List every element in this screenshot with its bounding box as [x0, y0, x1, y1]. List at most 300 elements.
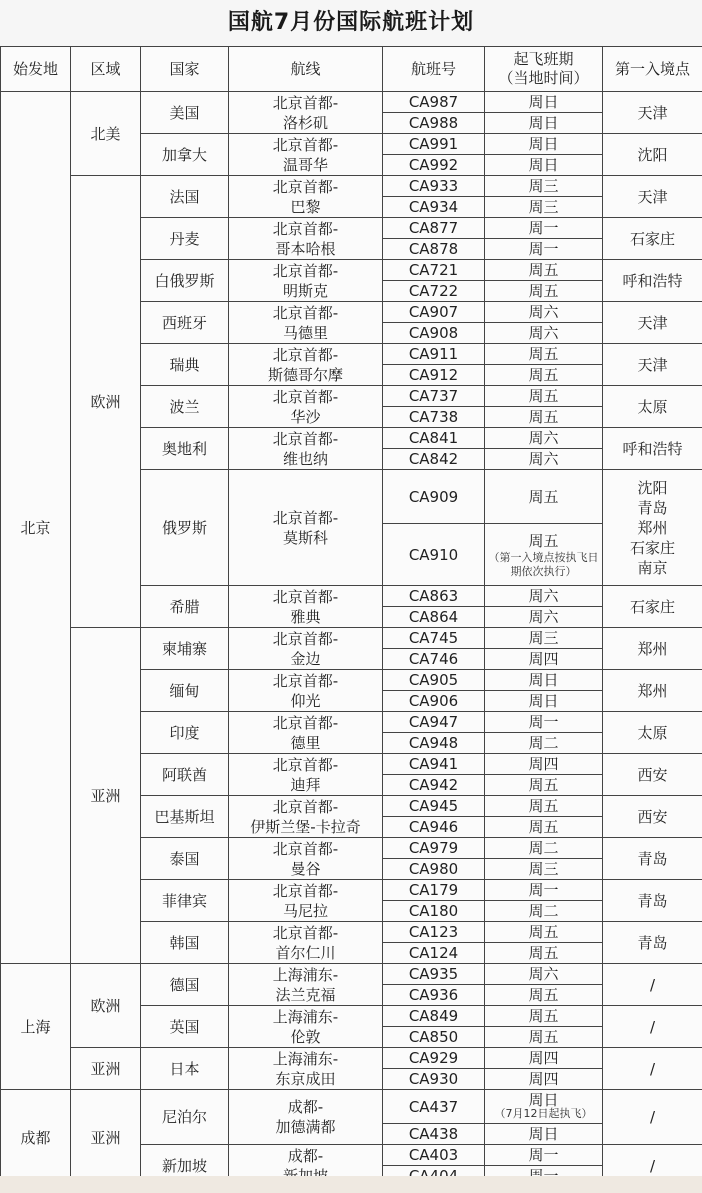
- departure-day-cell: [485, 134, 603, 155]
- flight-number-cell: CA746: [383, 649, 485, 670]
- departure-day-text: 周三: [528, 860, 559, 878]
- departure-day-text: 周五: [528, 818, 559, 836]
- departure-day-cell: [485, 302, 603, 323]
- first-entry-cell: [603, 302, 702, 344]
- country-cell: 日本: [141, 1048, 229, 1090]
- route-cell: [229, 302, 383, 344]
- first-entry-city: 西安: [637, 807, 668, 826]
- route-cell: [229, 1090, 383, 1145]
- country-cell: 白俄罗斯: [141, 260, 229, 302]
- departure-day-cell: [485, 733, 603, 754]
- header-region: 区域: [71, 47, 141, 92]
- departure-day-text: 周一: [528, 881, 559, 899]
- flight-number-cell: CA987: [383, 92, 485, 113]
- flight-number-cell: CA907: [383, 302, 485, 323]
- flight-number-cell: CA911: [383, 344, 485, 365]
- departure-day-cell: [485, 524, 603, 586]
- origin-cell: 北京: [1, 92, 71, 964]
- route-destination-line: 洛杉矶: [282, 113, 328, 132]
- route-cell: [229, 670, 383, 712]
- first-entry-city: /: [649, 1156, 656, 1175]
- flight-number-cell: CA908: [383, 323, 485, 344]
- departure-day-text: 周一: [528, 240, 559, 258]
- departure-day-cell: [485, 155, 603, 176]
- route-cell: [229, 838, 383, 880]
- departure-day-text: 周四: [528, 755, 559, 773]
- route-destination-line: 东京成田: [275, 1069, 336, 1088]
- departure-day-text: 周五: [528, 797, 559, 815]
- region-cell: 亚洲: [71, 1048, 141, 1090]
- route-destination-line: 加德满都: [275, 1118, 336, 1136]
- flight-number-cell: CA437: [383, 1090, 485, 1124]
- flight-number-cell: CA946: [383, 817, 485, 838]
- route-destination-line: 伦敦: [290, 1027, 321, 1046]
- route-origin-line: 北京首都-: [272, 508, 339, 527]
- departure-day-text: 周六: [528, 965, 559, 983]
- first-entry-city: 青岛: [637, 849, 668, 868]
- first-entry-city: 呼和浩特: [622, 439, 683, 458]
- departure-day-cell: [485, 880, 603, 901]
- departure-day-text: 周三: [528, 177, 559, 195]
- route-origin-line: 北京首都-: [272, 713, 339, 732]
- departure-day-text: 周五: [528, 366, 559, 384]
- route-cell: [229, 796, 383, 838]
- flight-number-cell: CA124: [383, 943, 485, 964]
- departure-day-cell: [485, 922, 603, 943]
- region-cell: 北美: [71, 92, 141, 176]
- route-destination-line: 华沙: [290, 407, 321, 426]
- origin-cell: 成都: [1, 1090, 71, 1187]
- departure-day-text: 周四: [528, 650, 559, 668]
- flight-number-cell: CA863: [383, 586, 485, 607]
- departure-day-cell: [485, 344, 603, 365]
- first-entry-cell: [603, 218, 702, 260]
- country-cell: 巴基斯坦: [141, 796, 229, 838]
- route-origin-line: 北京首都-: [272, 629, 339, 648]
- country-cell: 西班牙: [141, 302, 229, 344]
- first-entry-cell: [603, 1006, 702, 1048]
- country-cell: 波兰: [141, 386, 229, 428]
- route-destination-line: 明斯克: [282, 281, 328, 300]
- departure-day-text: 周六: [528, 324, 559, 342]
- first-entry-cell: [603, 670, 702, 712]
- first-entry-city: 青岛: [637, 498, 668, 517]
- departure-day-cell: [485, 386, 603, 407]
- flight-number-cell: CA912: [383, 365, 485, 386]
- departure-day-text: 周六: [528, 608, 559, 626]
- flight-number-cell: CA737: [383, 386, 485, 407]
- departure-day-cell: [485, 817, 603, 838]
- route-origin-line: 上海浦东-: [272, 1049, 339, 1068]
- departure-day-text: 周五: [528, 986, 559, 1004]
- country-cell: 柬埔寨: [141, 628, 229, 670]
- departure-day-cell: [485, 92, 603, 113]
- country-cell: 泰国: [141, 838, 229, 880]
- route-cell: [229, 586, 383, 628]
- route-cell: [229, 922, 383, 964]
- table-row: [1, 964, 702, 985]
- departure-day-cell: [485, 1069, 603, 1090]
- route-cell: [229, 754, 383, 796]
- flight-number-cell: CA942: [383, 775, 485, 796]
- route-origin-line: 北京首都-: [272, 261, 339, 280]
- route-origin-line: 北京首都-: [272, 303, 339, 322]
- route-origin-line: 北京首都-: [272, 587, 339, 606]
- route-origin-line: 北京首都-: [272, 881, 339, 900]
- flight-number-cell: CA988: [383, 113, 485, 134]
- origin-cell: 上海: [1, 964, 71, 1090]
- region-cell: 欧洲: [71, 176, 141, 628]
- flight-number-cell: CA123: [383, 922, 485, 943]
- header-row: [1, 47, 702, 92]
- departure-day-cell: [485, 964, 603, 985]
- departure-day-cell: [485, 586, 603, 607]
- route-destination-line: 金边: [290, 649, 321, 668]
- route-destination-line: 伊斯兰堡-卡拉奇: [250, 817, 361, 836]
- first-entry-cell: [603, 922, 702, 964]
- departure-day-text: 周五: [528, 776, 559, 794]
- departure-day-text: 周五: [528, 282, 559, 300]
- flight-number-cell: CA980: [383, 859, 485, 880]
- route-origin-line: 北京首都-: [272, 135, 339, 154]
- departure-day-cell: [485, 365, 603, 386]
- first-entry-cell: [603, 344, 702, 386]
- country-cell: 尼泊尔: [141, 1090, 229, 1145]
- departure-day-text: 周六: [528, 303, 559, 321]
- route-destination-line: 温哥华: [282, 155, 328, 174]
- first-entry-city: 天津: [637, 187, 668, 206]
- first-entry-cell: [603, 92, 702, 134]
- flight-number-cell: CA935: [383, 964, 485, 985]
- route-origin-line: 北京首都-: [272, 93, 339, 112]
- first-entry-city: 西安: [637, 765, 668, 784]
- header-origin: 始发地: [1, 47, 71, 92]
- country-cell: 新加坡: [141, 1145, 229, 1187]
- table-row: [1, 628, 702, 649]
- route-destination-line: 斯德哥尔摩: [267, 365, 343, 384]
- flight-number-cell: CA930: [383, 1069, 485, 1090]
- departure-day-cell: [485, 691, 603, 712]
- departure-day-cell: [485, 113, 603, 134]
- first-entry-city: 南京: [637, 558, 668, 577]
- first-entry-cell: [603, 628, 702, 670]
- page-title: 国航7月份国际航班计划: [227, 10, 475, 35]
- route-destination-line: 曼谷: [290, 859, 321, 878]
- flight-number-cell: CA403: [383, 1145, 485, 1166]
- departure-day-text: 周五: [528, 1028, 559, 1046]
- departure-day-cell: [485, 176, 603, 197]
- flight-number-cell: CA841: [383, 428, 485, 449]
- flight-number-cell: CA877: [383, 218, 485, 239]
- header-first-entry: 第一入境点: [603, 47, 702, 92]
- route-origin-line: 北京首都-: [272, 387, 339, 406]
- departure-day-text: 周日: [528, 93, 559, 111]
- flight-number-cell: CA909: [383, 470, 485, 524]
- first-entry-city: 天津: [637, 313, 668, 332]
- first-entry-city: 沈阳: [637, 478, 668, 497]
- route-cell: [229, 176, 383, 218]
- first-entry-cell: [603, 176, 702, 218]
- country-cell: 德国: [141, 964, 229, 1006]
- departure-day-text: 周日: [528, 135, 559, 153]
- header-route: 航线: [229, 47, 383, 92]
- first-entry-cell: [603, 754, 702, 796]
- departure-day-cell: [485, 1090, 603, 1124]
- table-row: [1, 176, 702, 197]
- flight-number-cell: CA179: [383, 880, 485, 901]
- country-cell: 法国: [141, 176, 229, 218]
- first-entry-city: /: [649, 975, 656, 994]
- flight-schedule-table: [0, 46, 702, 1187]
- flight-number-cell: CA878: [383, 239, 485, 260]
- first-entry-city: 石家庄: [629, 538, 675, 557]
- departure-day-cell: [485, 754, 603, 775]
- departure-day-cell: [485, 1124, 603, 1145]
- country-cell: 英国: [141, 1006, 229, 1048]
- first-entry-city: 郑州: [637, 639, 668, 658]
- departure-day-text: 周四: [528, 1049, 559, 1067]
- departure-day-text: 周五: [528, 944, 559, 962]
- departure-day-cell: [485, 985, 603, 1006]
- route-destination-line: 巴黎: [290, 197, 321, 216]
- departure-day-cell: [485, 649, 603, 670]
- route-origin-line: 北京首都-: [272, 429, 339, 448]
- departure-day-text: 周五: [528, 531, 559, 550]
- departure-day-text: 周五: [528, 261, 559, 279]
- flight-number-cell: CA947: [383, 712, 485, 733]
- departure-day-text: 周日: [528, 156, 559, 174]
- departure-day-text: 周六: [528, 429, 559, 447]
- country-cell: 奥地利: [141, 428, 229, 470]
- departure-day-cell: [485, 838, 603, 859]
- first-entry-city: /: [649, 1017, 656, 1036]
- route-destination-line: 马尼拉: [282, 901, 328, 920]
- first-entry-city: 沈阳: [637, 145, 668, 164]
- flight-number-cell: CA929: [383, 1048, 485, 1069]
- first-entry-city: 天津: [637, 103, 668, 122]
- route-origin-line: 北京首都-: [272, 671, 339, 690]
- region-cell: 欧洲: [71, 964, 141, 1048]
- route-destination-line: 仰光: [290, 691, 321, 710]
- departure-day-note: （第一入境点按执飞日期依次执行）: [488, 550, 599, 578]
- flight-number-cell: CA992: [383, 155, 485, 176]
- route-cell: [229, 428, 383, 470]
- flight-number-cell: CA849: [383, 1006, 485, 1027]
- departure-day-cell: [485, 428, 603, 449]
- country-cell: 阿联酋: [141, 754, 229, 796]
- departure-day-cell: [485, 1048, 603, 1069]
- route-origin-line: 北京首都-: [272, 345, 339, 364]
- departure-day-cell: [485, 239, 603, 260]
- first-entry-city: 青岛: [637, 933, 668, 952]
- route-cell: [229, 260, 383, 302]
- departure-day-cell: [485, 901, 603, 922]
- departure-day-text: 周二: [528, 734, 559, 752]
- route-origin-line: 北京首都-: [272, 177, 339, 196]
- departure-day-cell: [485, 260, 603, 281]
- route-origin-line: 成都-: [287, 1146, 324, 1165]
- departure-day-text: 周五: [528, 487, 559, 506]
- route-destination-line: 德里: [290, 733, 321, 752]
- departure-day-cell: [485, 449, 603, 470]
- departure-day-cell: [485, 775, 603, 796]
- flight-number-cell: CA934: [383, 197, 485, 218]
- first-entry-city: 石家庄: [629, 229, 675, 248]
- route-cell: [229, 1006, 383, 1048]
- first-entry-cell: [603, 796, 702, 838]
- first-entry-cell: [603, 964, 702, 1006]
- departure-day-text: 周三: [528, 629, 559, 647]
- route-cell: [229, 134, 383, 176]
- region-cell: 亚洲: [71, 628, 141, 964]
- first-entry-cell: [603, 1048, 702, 1090]
- flight-number-cell: CA850: [383, 1027, 485, 1048]
- route-origin-line: 上海浦东-: [272, 1007, 339, 1026]
- country-cell: 印度: [141, 712, 229, 754]
- departure-day-cell: [485, 670, 603, 691]
- route-cell: [229, 712, 383, 754]
- country-cell: 希腊: [141, 586, 229, 628]
- route-origin-line: 北京首都-: [272, 797, 339, 816]
- departure-day-text: 周一: [528, 713, 559, 731]
- departure-day-text: 周日: [528, 692, 559, 710]
- flight-number-cell: CA991: [383, 134, 485, 155]
- flight-number-cell: CA438: [383, 1124, 485, 1145]
- departure-day-cell: [485, 1145, 603, 1166]
- first-entry-city: 太原: [637, 397, 668, 416]
- route-cell: [229, 628, 383, 670]
- route-cell: [229, 880, 383, 922]
- route-cell: [229, 218, 383, 260]
- table-row: [1, 1048, 702, 1069]
- departure-day-text: 周日: [528, 1090, 559, 1109]
- first-entry-city: /: [649, 1059, 656, 1078]
- header-flight-number: 航班号: [383, 47, 485, 92]
- route-cell: [229, 344, 383, 386]
- region-cell: 亚洲: [71, 1090, 141, 1187]
- departure-day-cell: [485, 1027, 603, 1048]
- table-row: [1, 92, 702, 113]
- departure-day-cell: [485, 197, 603, 218]
- flight-number-cell: CA936: [383, 985, 485, 1006]
- flight-number-cell: CA948: [383, 733, 485, 754]
- route-destination-line: 维也纳: [282, 449, 328, 468]
- first-entry-cell: [603, 712, 702, 754]
- departure-day-text: 周日: [528, 1125, 559, 1143]
- route-origin-line: 北京首都-: [272, 923, 339, 942]
- route-origin-line: 北京首都-: [272, 755, 339, 774]
- departure-day-text: 周五: [528, 408, 559, 426]
- flight-number-cell: CA738: [383, 407, 485, 428]
- departure-day-cell: [485, 407, 603, 428]
- departure-day-cell: [485, 628, 603, 649]
- country-cell: 菲律宾: [141, 880, 229, 922]
- flight-number-cell: CA941: [383, 754, 485, 775]
- first-entry-city: /: [649, 1108, 656, 1126]
- country-cell: 缅甸: [141, 670, 229, 712]
- first-entry-city: 呼和浩特: [622, 271, 683, 290]
- first-entry-cell: [603, 470, 702, 586]
- flight-number-cell: CA905: [383, 670, 485, 691]
- first-entry-cell: [603, 386, 702, 428]
- flight-number-cell: CA910: [383, 524, 485, 586]
- departure-day-cell: [485, 470, 603, 524]
- departure-day-note: （7月12日起执飞）: [494, 1106, 593, 1120]
- route-cell: [229, 1048, 383, 1090]
- departure-day-text: 周六: [528, 587, 559, 605]
- first-entry-cell: [603, 1090, 702, 1145]
- flight-number-cell: CA721: [383, 260, 485, 281]
- departure-day-cell: [485, 712, 603, 733]
- departure-day-text: 周一: [528, 1146, 559, 1164]
- flight-number-cell: CA864: [383, 607, 485, 628]
- flight-number-cell: CA906: [383, 691, 485, 712]
- route-cell: [229, 386, 383, 428]
- country-cell: 加拿大: [141, 134, 229, 176]
- route-destination-line: 迪拜: [290, 775, 321, 794]
- first-entry-city: 郑州: [637, 518, 668, 537]
- country-cell: 俄罗斯: [141, 470, 229, 586]
- first-entry-city: 太原: [637, 723, 668, 742]
- departure-day-text: 周五: [528, 923, 559, 941]
- flight-number-cell: CA842: [383, 449, 485, 470]
- departure-day-text: 周三: [528, 198, 559, 216]
- route-origin-line: 上海浦东-: [272, 965, 339, 984]
- flight-number-cell: CA745: [383, 628, 485, 649]
- route-destination-line: 哥本哈根: [275, 239, 336, 258]
- flight-number-cell: CA933: [383, 176, 485, 197]
- flight-number-cell: CA180: [383, 901, 485, 922]
- route-destination-line: 马德里: [282, 323, 328, 342]
- flight-number-cell: CA722: [383, 281, 485, 302]
- first-entry-city: 郑州: [637, 681, 668, 700]
- country-cell: 丹麦: [141, 218, 229, 260]
- departure-day-cell: [485, 943, 603, 964]
- first-entry-city: 石家庄: [629, 597, 675, 616]
- route-destination-line: 雅典: [290, 607, 321, 626]
- departure-day-text: 周日: [528, 114, 559, 132]
- departure-day-cell: [485, 323, 603, 344]
- route-cell: [229, 470, 383, 586]
- flight-number-cell: CA945: [383, 796, 485, 817]
- first-entry-city: 天津: [637, 355, 668, 374]
- first-entry-cell: [603, 134, 702, 176]
- route-origin-line: 成都-: [287, 1098, 324, 1116]
- header-departure-days: 起飞班期 （当地时间）: [485, 47, 603, 92]
- departure-day-text: 周五: [528, 1007, 559, 1025]
- country-cell: 韩国: [141, 922, 229, 964]
- first-entry-cell: [603, 586, 702, 628]
- route-origin-line: 北京首都-: [272, 839, 339, 858]
- departure-day-text: 周五: [528, 345, 559, 363]
- departure-day-text: 周二: [528, 839, 559, 857]
- departure-day-text: 周五: [528, 387, 559, 405]
- first-entry-cell: [603, 260, 702, 302]
- first-entry-cell: [603, 428, 702, 470]
- departure-day-cell: [485, 796, 603, 817]
- route-destination-line: 首尔仁川: [275, 943, 336, 962]
- route-destination-line: 法兰克福: [275, 985, 336, 1004]
- departure-day-cell: [485, 218, 603, 239]
- header-country: 国家: [141, 47, 229, 92]
- departure-day-text: 周四: [528, 1070, 559, 1088]
- first-entry-city: 青岛: [637, 891, 668, 910]
- route-destination-line: 莫斯科: [282, 528, 328, 547]
- departure-day-cell: [485, 607, 603, 628]
- route-origin-line: 北京首都-: [272, 219, 339, 238]
- route-cell: [229, 92, 383, 134]
- departure-day-text: 周一: [528, 219, 559, 237]
